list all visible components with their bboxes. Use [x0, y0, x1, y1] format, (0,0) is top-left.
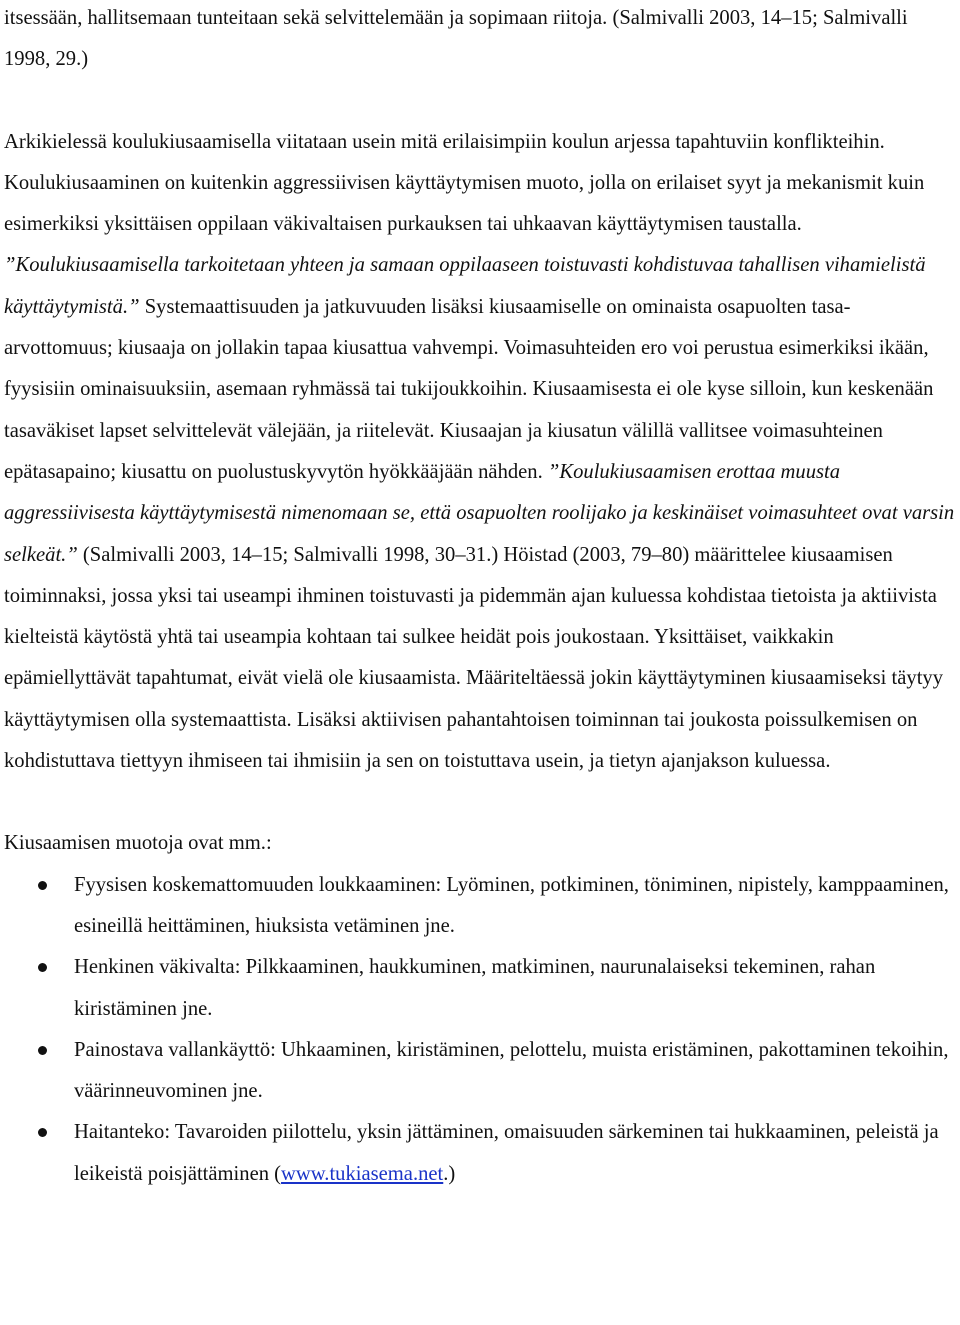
bullet-term: Fyysisen koskemattomuuden loukkaaminen: [74, 873, 436, 896]
bullet-term: Henkinen väkivalta: [74, 956, 235, 979]
paragraph-1: [4, 0, 956, 81]
bullet-term: Painostava vallankäyttö: [74, 1038, 271, 1061]
bullet-colon: :: [234, 956, 241, 979]
bullet-icon: [38, 1046, 47, 1055]
bullet-text: Tavaroiden piilottelu, yksin jättäminen, omaisuuden särkeminen tai hukkaaminen, peleistä ja leikeistä poisjättäminen (: [74, 1121, 939, 1185]
bullet-colon: :: [270, 1038, 276, 1061]
list-item: [4, 947, 956, 1030]
list-item: [4, 1030, 956, 1113]
bullet-text: Uhkaaminen, kiristäminen, pelottelu, muista eristäminen, pakottaminen tekoihin, väärinneuvominen jne.: [74, 1038, 949, 1103]
bullet-term: Haitanteko: [74, 1121, 165, 1144]
bullet-icon: [38, 963, 47, 972]
tukiasema-link[interactable]: www.tukiasema.net: [281, 1162, 444, 1185]
paragraph-2-part-1: Arkikielessä koulukiusaamisella viitataan usein mitä erilaisimpiin koulun arjessa tapahtuviin konflikteihin. Koulukiusaaminen on kuitenkin aggressiivisen käyttäytymisen muoto, jolla on erilaiset syyt ja mekanismit kuin esimerkiksi yksittäisen oppilaan väkivaltaisen purkauksen tai uhkaavan käyttäytymisen taustalla.: [4, 130, 925, 236]
paragraph-2-part-3: (Salmivalli 2003, 14–15; Salmivalli 1998, 30–31.) Höistad (2003, 79–80) määrittelee kiusaamisen toiminnaksi, jossa yksi tai useampi ihminen toistuvasti ja pidemmän ajan kuluessa kohdistaa tietoista ja aktiivista kielteistä käytöstä yhtä tai useampia kohtaan tai sulkee heidät pois joukostaan. Yksittäiset, vaikkakin epämiellyttävät tapahtumat, eivät vielä ole kiusaamista. Määriteltäessä jokin käyttäytyminen kiusaamiseksi täytyy käyttäytymisen olla systemaattista. Lisäksi aktiivisen pahantahtoisen toiminnan tai joukosta poissulkemisen on kohdistuttava tiettyyn ihmiseen tai ihmisiin ja sen on toistuttava usein, ja tietyn ajanjakson kuluessa.: [4, 543, 944, 773]
bullet-colon: :: [164, 1121, 171, 1144]
list-item: [4, 865, 956, 948]
bullet-text: Lyöminen, potkiminen, töniminen, nipistely, kamppaaminen, esineillä heittäminen, hiuksista vetäminen jne.: [74, 873, 949, 937]
bullet-icon: [38, 881, 47, 890]
bullet-tail: .): [443, 1162, 456, 1185]
definition-quote-2: ”Koulukiusaamisen erottaa muusta aggressiivisesta käyttäytymisestä nimenomaan se, että osapuolten roolijako ja keskinäiset voimasuhteet ovat varsin selkeät.”: [4, 460, 955, 566]
paragraph-gap: [4, 81, 956, 122]
bullet-colon: :: [435, 873, 442, 896]
paragraph-gap: [4, 782, 956, 823]
paragraph-2: [4, 122, 956, 783]
paragraph-1-text: itsessään, hallitsemaan tunteitaan sekä selvittelemään ja sopimaan riitoja. (Salmivalli 2003, 14–15; Salmivalli 1998, 29.): [4, 7, 908, 71]
bullet-list: [4, 865, 956, 1195]
list-item: [4, 1112, 956, 1195]
bullet-text: Pilkkaaminen, haukkuminen, matkiminen, naurunalaiseksi tekeminen, rahan kiristäminen jne.: [74, 956, 876, 1020]
list-intro: Kiusaamisen muotoja ovat mm.:: [4, 832, 272, 855]
bullet-icon: [38, 1128, 47, 1137]
paragraph-2-part-2: Systemaattisuuden ja jatkuvuuden lisäksi kiusaamiselle on ominaista osapuolten tasa-arvottomuus; kiusaaja on jollakin tapaa kiusattua vahvempi. Voimasuhteiden ero voi perustua esimerkiksi ikään, fyysisiin ominaisuuksiin, asemaan ryhmässä tai tukijoukkoihin. Kiusaamisesta ei ole kyse silloin, kun keskenään tasaväkiset lapset selvittelevät välejään, ja riitelevät. Kiusaajan ja kiusatun välillä vallitsee voimasuhteinen epätasapaino; kiusattu on puolustuskyvytön hyökkääjään nähden.: [4, 295, 934, 483]
definition-quote-1: ”Koulukiusaamisella tarkoitetaan yhteen ja samaan oppilaaseen toistuvasti kohdistuvaa tahallisen vihamielistä käyttäytymistä.”: [4, 254, 926, 318]
